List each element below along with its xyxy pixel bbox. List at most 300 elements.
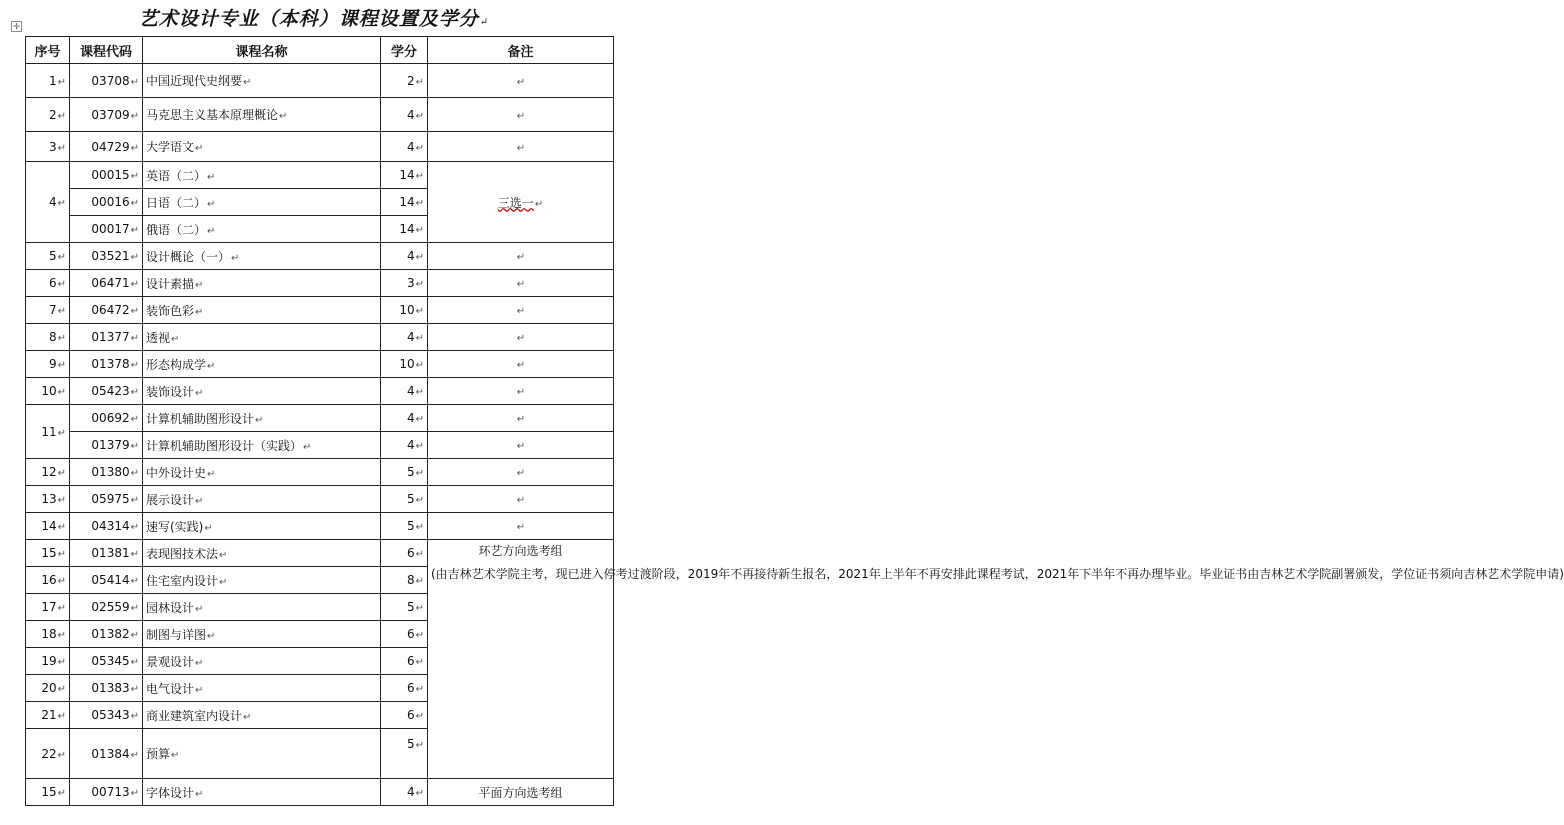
- paragraph-mark-icon: ↵: [516, 333, 526, 344]
- paragraph-mark-icon: ↵: [195, 684, 204, 696]
- table-cell: [381, 594, 428, 621]
- table-row: [26, 297, 614, 324]
- paragraph-mark-icon: ↵: [516, 306, 526, 317]
- table-cell: [381, 702, 428, 729]
- cell-text: 14: [399, 195, 415, 209]
- table-row: [26, 64, 614, 98]
- cell-text: 10: [399, 357, 415, 371]
- paragraph-mark-icon: ↵: [219, 576, 228, 588]
- table-cell: [381, 243, 428, 270]
- cell-text: 2: [48, 107, 57, 122]
- table-cell: [381, 567, 428, 594]
- paragraph-mark-icon: ↵: [415, 225, 424, 236]
- table-cell: [381, 513, 428, 540]
- table-cell: [26, 243, 70, 270]
- paragraph-mark-icon: ↵: [516, 76, 526, 88]
- table-cell: [143, 621, 381, 648]
- cell-text: 01380: [91, 465, 130, 479]
- paragraph-mark-icon: ↵: [130, 603, 139, 614]
- table-cell: [143, 513, 381, 540]
- cell-text: 2: [406, 73, 415, 88]
- paragraph-mark-icon: ↵: [130, 360, 139, 371]
- paragraph-mark-icon: ↵: [195, 657, 204, 669]
- table-cell: [70, 729, 143, 779]
- cell-text: 6: [406, 708, 415, 722]
- cell-text: 5: [406, 465, 415, 479]
- paragraph-mark-icon: ↵: [130, 441, 139, 452]
- cell-text: 06472: [91, 303, 130, 317]
- table-cell: [26, 675, 70, 702]
- table-cell: [381, 378, 428, 405]
- cell-text: 商业建筑室内设计: [146, 708, 243, 723]
- table-cell: [428, 243, 614, 270]
- paragraph-mark-icon: ↵: [57, 252, 66, 263]
- cell-text: 05343: [91, 708, 130, 722]
- cell-text: 平面方向选考组: [478, 785, 563, 800]
- name-cell: [143, 64, 381, 98]
- paragraph-mark-icon: ↵: [415, 468, 424, 479]
- paragraph-mark-icon: ↵: [57, 468, 66, 479]
- paragraph-mark-icon: ↵: [195, 143, 204, 154]
- paragraph-mark-icon: ↵: [415, 441, 424, 452]
- table-row: [26, 324, 614, 351]
- table-cell: [26, 540, 70, 567]
- paragraph-mark-icon: ↵: [415, 495, 424, 506]
- cell-text: 装饰色彩: [146, 303, 195, 318]
- paragraph-mark-icon: ↵: [195, 279, 204, 291]
- table-cell: [381, 162, 428, 189]
- table-row: [26, 351, 614, 378]
- table-header-row: [26, 37, 614, 64]
- table-cell: [381, 648, 428, 675]
- header-note: 备注: [428, 37, 614, 64]
- paragraph-mark-icon: ↵: [415, 414, 424, 425]
- table-cell: [26, 132, 70, 162]
- table-cell: [143, 216, 381, 243]
- cell-text: 大学语文: [146, 140, 195, 154]
- cell-text: 3: [406, 276, 415, 290]
- cell-text: 17: [41, 600, 57, 614]
- cell-text: 5: [48, 249, 57, 263]
- env-group-detail: (由吉林艺术学院主考，现已进入停考过渡阶段，2019年不再接待新生报名，2021年上半年不再安排此课程考试，2021年下半年不再办理毕业。毕业证书由吉林艺术学院副署颁发，学位证书须向吉林艺术学院申请): [431, 567, 1564, 581]
- cell-text: 03708: [91, 73, 130, 88]
- cell-text: 速写(实践): [146, 519, 204, 534]
- table-cell: [70, 324, 143, 351]
- cell-text: 05414: [91, 573, 130, 587]
- cell-text: 5: [406, 737, 415, 751]
- paragraph-mark-icon: ↵: [130, 684, 139, 695]
- paragraph-mark-icon: ↵: [130, 142, 139, 154]
- table-row: [26, 779, 614, 806]
- paragraph-mark-icon: ↵: [207, 225, 216, 237]
- table-cell: [143, 675, 381, 702]
- cell-text: 01378: [91, 357, 130, 371]
- paragraph-mark-icon: ↵: [130, 630, 139, 641]
- paragraph-mark-icon: ↵: [57, 522, 66, 533]
- header-seq: 序号: [26, 37, 70, 64]
- table-cell: [26, 324, 70, 351]
- cell-text: 装饰设计: [146, 384, 195, 399]
- table-cell: [70, 594, 143, 621]
- cell-text: 形态构成学: [146, 357, 207, 372]
- table-cell: [26, 405, 70, 459]
- paragraph-mark-icon: ↵: [207, 630, 216, 642]
- table-cell: [26, 594, 70, 621]
- paragraph-mark-icon: ↵: [130, 333, 139, 344]
- paragraph-mark-icon: ↵: [130, 76, 139, 88]
- cell-text: 透视: [146, 330, 171, 345]
- table-cell: [428, 513, 614, 540]
- paragraph-mark-icon: ↵: [415, 387, 424, 398]
- table-cell: [381, 216, 428, 243]
- table-row: [26, 459, 614, 486]
- cell-text: 00017: [91, 222, 130, 236]
- cell-text: 展示设计: [146, 492, 195, 507]
- cell-text: 5: [406, 600, 415, 614]
- cell-text: 05423: [91, 384, 130, 398]
- table-cell: [70, 270, 143, 297]
- table-cell: [428, 132, 614, 162]
- table-cell: [381, 486, 428, 513]
- paragraph-mark-icon: ↵: [516, 142, 526, 154]
- paragraph-mark-icon: ↵: [130, 749, 139, 761]
- paragraph-mark-icon: ↵: [57, 360, 66, 371]
- paragraph-mark-icon: ↵: [415, 711, 424, 722]
- table-cell: [70, 98, 143, 132]
- table-cell: [70, 675, 143, 702]
- table-row: [26, 486, 614, 513]
- cell-text: 中国近现代史纲要: [146, 74, 243, 88]
- paragraph-mark-icon: ↵: [231, 252, 240, 264]
- cell-text: 计算机辅助图形设计: [146, 411, 255, 426]
- cell-text: 21: [41, 708, 57, 722]
- table-row: [26, 162, 614, 189]
- paragraph-mark-icon: ↵: [415, 603, 424, 614]
- table-cell: [381, 729, 428, 779]
- paragraph-mark-icon: ↵: [57, 711, 66, 722]
- paragraph-mark-icon: ↵: [195, 387, 204, 399]
- table-cell: [70, 702, 143, 729]
- paragraph-mark-icon: ↵: [415, 788, 424, 799]
- paragraph-mark-icon: ↵: [57, 495, 66, 506]
- paragraph-mark-icon: ↵: [130, 468, 139, 479]
- table-cell: [143, 432, 381, 459]
- table-cell: [70, 216, 143, 243]
- table-cell: [381, 621, 428, 648]
- table-cell: [381, 351, 428, 378]
- paragraph-mark-icon: ↵: [516, 387, 526, 398]
- credit-cell: [381, 64, 428, 98]
- paragraph-mark-icon: ↵: [516, 279, 526, 290]
- cell-text: 4: [406, 330, 415, 344]
- cell-text: 01383: [91, 681, 130, 695]
- paragraph-mark-icon: ↵: [516, 468, 526, 479]
- paragraph-mark-icon: ↵: [130, 522, 139, 533]
- paragraph-mark-icon: ↵: [130, 711, 139, 722]
- table-cell: [26, 98, 70, 132]
- cell-text: 8: [406, 573, 415, 587]
- cell-text: 18: [41, 627, 57, 641]
- table-cell: [143, 540, 381, 567]
- cell-text: 03521: [91, 249, 130, 263]
- table-cell: [26, 779, 70, 806]
- cell-text: 14: [399, 222, 415, 236]
- table-cell: [428, 270, 614, 297]
- table-cell: [428, 405, 614, 432]
- table-cell: [381, 432, 428, 459]
- cell-text: 6: [406, 546, 415, 560]
- paragraph-mark-icon: ↵: [130, 171, 139, 182]
- table-cell: [381, 675, 428, 702]
- paragraph-mark-icon: ↵: [57, 76, 66, 88]
- table-row: [26, 432, 614, 459]
- cell-text: 11: [41, 424, 57, 439]
- table-cell: [143, 702, 381, 729]
- table-row: [26, 405, 614, 432]
- cell-text: 00015: [91, 168, 130, 182]
- table-row: [26, 540, 614, 567]
- paragraph-mark-icon: ↵: [195, 495, 204, 507]
- header-credit: 学分: [381, 37, 428, 64]
- paragraph-mark-icon: ↵: [534, 198, 544, 210]
- cell-text: 字体设计: [146, 785, 195, 800]
- env-group-note: [428, 540, 1564, 779]
- paragraph-mark-icon: ↵: [57, 549, 66, 560]
- cell-text: 日语（二）: [146, 195, 207, 210]
- cell-text: 14: [41, 519, 57, 533]
- paragraph-mark-icon: ↵: [415, 360, 424, 371]
- paragraph-mark-icon: ↵: [207, 171, 216, 183]
- table-cell: [428, 378, 614, 405]
- cell-text: 表现图技术法: [146, 546, 219, 561]
- table-cell: [70, 243, 143, 270]
- paragraph-mark-icon: ↵: [303, 441, 312, 453]
- cell-text: 艺术设计专业（本科）课程设置及学分: [138, 8, 479, 30]
- cell-text: 5: [406, 492, 415, 506]
- cell-text: 电气设计: [146, 681, 195, 696]
- table-cell: [428, 486, 614, 513]
- table-cell: [143, 162, 381, 189]
- paragraph-mark-icon: ↵: [207, 360, 216, 372]
- cell-text: 三选一: [497, 195, 534, 210]
- cell-text: 00016: [91, 195, 130, 209]
- table-cell: [26, 351, 70, 378]
- paragraph-mark-icon: ↵: [516, 252, 526, 263]
- cell-text: 住宅室内设计: [146, 573, 219, 588]
- table-cell: [26, 729, 70, 779]
- paragraph-mark-icon: ↵: [130, 549, 139, 560]
- table-row: [26, 243, 614, 270]
- paragraph-mark-icon: ↵: [130, 657, 139, 668]
- code-cell: [70, 64, 143, 98]
- table-cell: [143, 459, 381, 486]
- table-cell: [143, 378, 381, 405]
- table-cell: [143, 779, 381, 806]
- paragraph-mark-icon: ↵: [415, 76, 424, 88]
- paragraph-mark-icon: ↵: [516, 495, 526, 506]
- paragraph-mark-icon: ↵: [57, 333, 66, 344]
- table-cell: [143, 405, 381, 432]
- cell-text: 4: [48, 195, 57, 209]
- paragraph-mark-icon: ↵: [130, 788, 139, 799]
- table-cell: [143, 729, 381, 779]
- table-cell: [428, 98, 614, 132]
- table-cell: [428, 432, 614, 459]
- seq-cell: [26, 64, 70, 98]
- table-cell: [26, 459, 70, 486]
- cell-text: 景观设计: [146, 654, 195, 669]
- paragraph-mark-icon: ↵: [415, 657, 424, 668]
- cell-text: 16: [41, 573, 57, 587]
- paragraph-mark-icon: ↵: [130, 225, 139, 236]
- paragraph-mark-icon: ↵: [195, 603, 204, 615]
- table-cell: [26, 621, 70, 648]
- table-cell: [70, 189, 143, 216]
- cell-text: 00692: [91, 411, 130, 425]
- table-cell: [143, 567, 381, 594]
- paragraph-mark-icon: ↵: [130, 279, 139, 290]
- cell-text: 05345: [91, 654, 130, 668]
- page-title: [0, 4, 628, 31]
- cell-text: 14: [399, 168, 415, 182]
- table-cell: [143, 132, 381, 162]
- table-cell: [143, 270, 381, 297]
- table-cell: [70, 621, 143, 648]
- paragraph-mark-icon: ↵: [57, 749, 66, 761]
- table-cell: [381, 779, 428, 806]
- paragraph-mark-icon: ↵: [57, 279, 66, 290]
- paragraph-mark-icon: ↵: [415, 630, 424, 641]
- paragraph-mark-icon: ↵: [195, 306, 204, 318]
- table-cell: [26, 297, 70, 324]
- paragraph-mark-icon: ↵: [516, 360, 526, 371]
- paragraph-mark-icon: ↵: [279, 111, 288, 122]
- table-cell: [70, 432, 143, 459]
- table-row: [26, 132, 614, 162]
- paragraph-mark-icon: ↵: [415, 576, 424, 587]
- table-cell: [70, 405, 143, 432]
- cell-text: 中外设计史: [146, 465, 207, 480]
- table-cell: [143, 351, 381, 378]
- cell-text: 20: [41, 681, 57, 695]
- cell-text: 12: [41, 465, 57, 479]
- table-cell: [70, 540, 143, 567]
- paragraph-mark-icon: ↵: [130, 252, 139, 263]
- course-table: [25, 36, 1564, 806]
- table-cell: [428, 297, 614, 324]
- language-note: [428, 162, 614, 243]
- paragraph-mark-icon: ↵: [415, 171, 424, 182]
- table-cell: [70, 132, 143, 162]
- paragraph-mark-icon: ↵: [219, 549, 228, 561]
- table-cell: [26, 486, 70, 513]
- table-cell: [143, 297, 381, 324]
- table-cell: [381, 98, 428, 132]
- env-group-title: 环艺方向选考组: [478, 544, 563, 558]
- table-cell: [26, 270, 70, 297]
- paragraph-mark-icon: ↵: [57, 603, 66, 614]
- table-cell: [70, 459, 143, 486]
- paragraph-mark-icon: ↵: [415, 333, 424, 344]
- paragraph-mark-icon: ↵: [57, 142, 66, 154]
- table-cell: [381, 270, 428, 297]
- cell-text: 英语（二）: [146, 168, 207, 183]
- paragraph-mark-icon: ↵: [415, 279, 424, 290]
- table-cell: [143, 98, 381, 132]
- table-cell: [70, 486, 143, 513]
- cell-text: 03709: [91, 107, 130, 122]
- cell-text: 19: [41, 654, 57, 668]
- note-cell: [428, 64, 614, 98]
- paragraph-mark-icon: ↵: [57, 306, 66, 317]
- table-row: [26, 378, 614, 405]
- paragraph-mark-icon: ↵: [57, 684, 66, 695]
- paragraph-mark-icon: ↵: [130, 495, 139, 506]
- cell-text: 4: [406, 411, 415, 425]
- paragraph-mark-icon: ↵: [130, 576, 139, 587]
- table-cell: [381, 459, 428, 486]
- paragraph-mark-icon: ↵: [171, 750, 180, 761]
- cell-text: 3: [48, 139, 57, 154]
- paragraph-mark-icon: ↵: [255, 414, 264, 426]
- paragraph-mark-icon: ↵: [57, 788, 66, 799]
- table-cell: [70, 513, 143, 540]
- cell-text: 10: [399, 303, 415, 317]
- cell-text: 22: [41, 746, 57, 761]
- cell-text: 俄语（二）: [146, 222, 207, 237]
- cell-text: 15: [41, 546, 57, 560]
- table-move-handle-icon[interactable]: ✛: [11, 21, 22, 32]
- paragraph-mark-icon: ↵: [479, 17, 490, 28]
- table-cell: [381, 540, 428, 567]
- cell-text: 园林设计: [146, 600, 195, 615]
- paragraph-mark-icon: ↵: [516, 414, 526, 425]
- table-cell: [381, 189, 428, 216]
- cell-text: 4: [406, 438, 415, 452]
- paragraph-mark-icon: ↵: [57, 110, 66, 122]
- table-cell: [26, 648, 70, 675]
- paragraph-mark-icon: ↵: [516, 110, 526, 122]
- paragraph-mark-icon: ↵: [415, 522, 424, 533]
- cell-text: 06471: [91, 276, 130, 290]
- cell-text: 4: [406, 249, 415, 263]
- paragraph-mark-icon: ↵: [195, 788, 204, 800]
- cell-text: 4: [406, 107, 415, 122]
- paragraph-mark-icon: ↵: [516, 522, 526, 533]
- paragraph-mark-icon: ↵: [516, 441, 526, 452]
- table-cell: [70, 779, 143, 806]
- paragraph-mark-icon: ↵: [130, 110, 139, 122]
- paragraph-mark-icon: ↵: [130, 306, 139, 317]
- paragraph-mark-icon: ↵: [57, 198, 66, 209]
- table-cell: [26, 162, 70, 243]
- paragraph-mark-icon: ↵: [243, 711, 252, 723]
- cell-text: 10: [41, 384, 57, 398]
- cell-text: 04314: [91, 519, 130, 533]
- cell-text: 6: [406, 681, 415, 695]
- cell-text: 6: [48, 276, 57, 290]
- table-cell: [381, 405, 428, 432]
- paragraph-mark-icon: ↵: [243, 77, 252, 88]
- table-cell: [381, 324, 428, 351]
- paragraph-mark-icon: ↵: [415, 142, 424, 154]
- paragraph-mark-icon: ↵: [57, 387, 66, 398]
- paragraph-mark-icon: ↵: [130, 387, 139, 398]
- paragraph-mark-icon: ↵: [57, 576, 66, 587]
- cell-text: 05975: [91, 492, 130, 506]
- paragraph-mark-icon: ↵: [171, 333, 180, 345]
- paragraph-mark-icon: ↵: [130, 414, 139, 425]
